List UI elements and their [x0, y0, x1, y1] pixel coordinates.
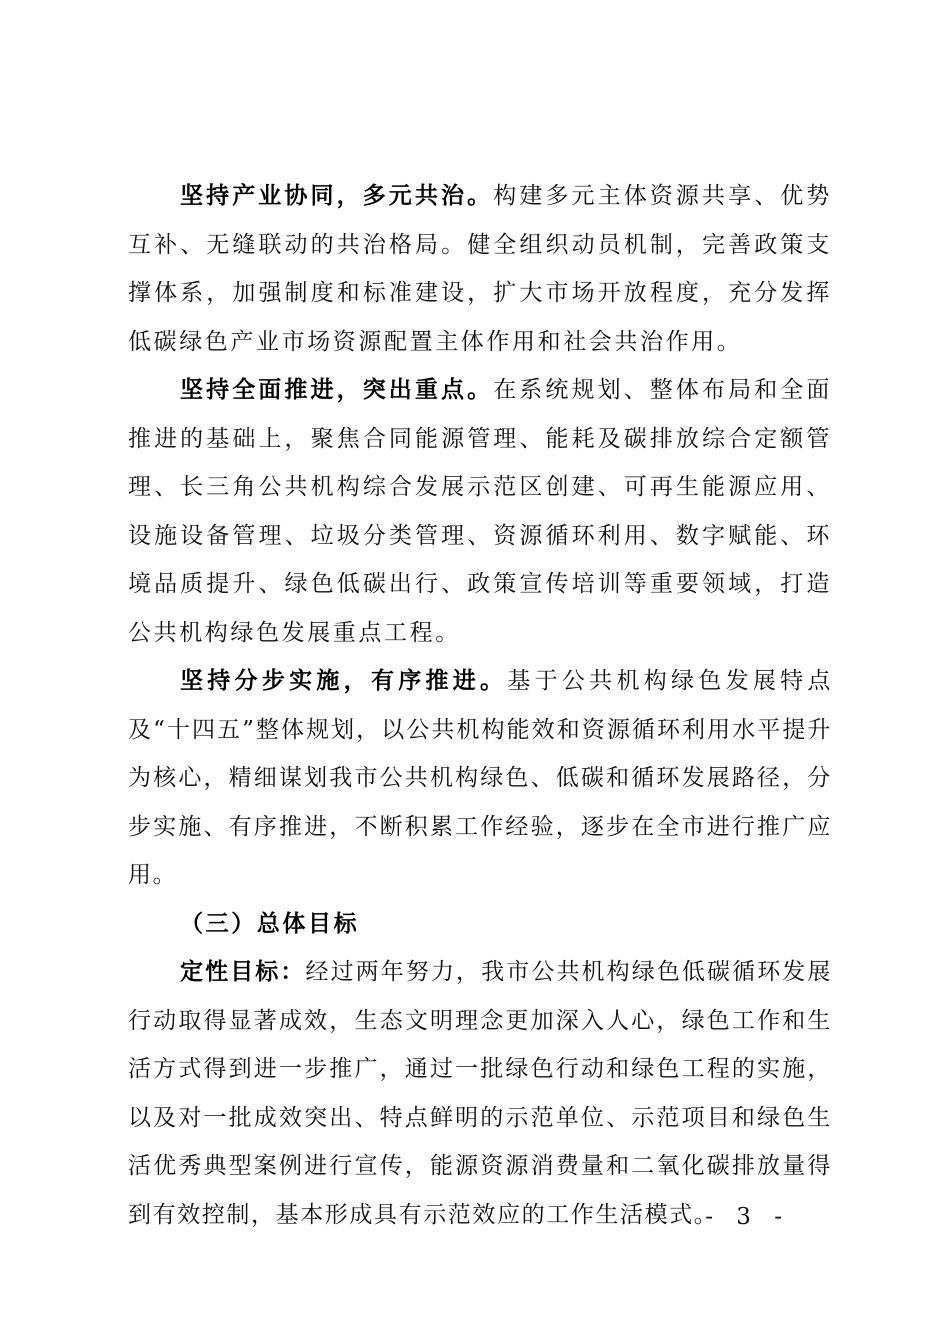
paragraph-text: 基于公共机构绿色发展特点及“十四五”整体规划，以公共机构能效和资源循环利用水平提升为核心，精细谋划我市公共机构绿色、低碳和循环发展路径，分步实施、有序推进，不断积累工作经验，逐步在全市进行推广应用。: [128, 668, 833, 888]
paragraph-lead: 坚持产业协同，多元共治。: [180, 182, 494, 209]
document-body: [128, 172, 832, 1239]
paragraph-text: 构建多元主体资源共享、优势互补、无缝联动的共治格局。健全组织动员机制，完善政策支撑体系，加强制度和标准建设，扩大市场开放程度，充分发挥低碳绿色产业市场资源配置主体作用和社会共治作用。: [128, 183, 832, 355]
page-number: - 3 -: [705, 1204, 790, 1230]
paragraph-text: 在系统规划、整体布局和全面推进的基础上，聚焦合同能源管理、能耗及碳排放综合定额管理、长三角公共机构综合发展示范区创建、可再生能源应用、设施设备管理、垃圾分类管理、资源循环利用、数字赋能、环境品质提升、绿色低碳出行、政策宣传培训等重要领域，打造公共机构绿色发展重点工程。: [128, 377, 832, 646]
paragraph-lead: 坚持全面推进，突出重点。: [180, 376, 494, 403]
paragraph-text: 经过两年努力，我市公共机构绿色低碳循环发展行动取得显著成效，生态文明理念更加深入人心，绿色工作和生活方式得到进一步推广，通过一批绿色行动和绿色工程的实施，以及对一批成效突出、特点鲜明的示范单位、示范项目和绿色生活优秀典型案例进行宣传，能源资源消费量和二氧化碳排放量得到有效控制，基本形成具有示范效应的工作生活模式。: [128, 959, 832, 1228]
principle-paragraph-industry-synergy: [128, 172, 832, 366]
paragraph-lead: 坚持分步实施，有序推进。: [180, 667, 508, 694]
qualitative-goal-paragraph: [128, 948, 832, 1239]
section-heading: （三）总体目标: [180, 909, 360, 937]
paragraph-lead: 定性目标：: [180, 958, 306, 985]
principle-paragraph-comprehensive-advance: [128, 366, 832, 657]
principle-paragraph-stepwise: [128, 657, 832, 900]
